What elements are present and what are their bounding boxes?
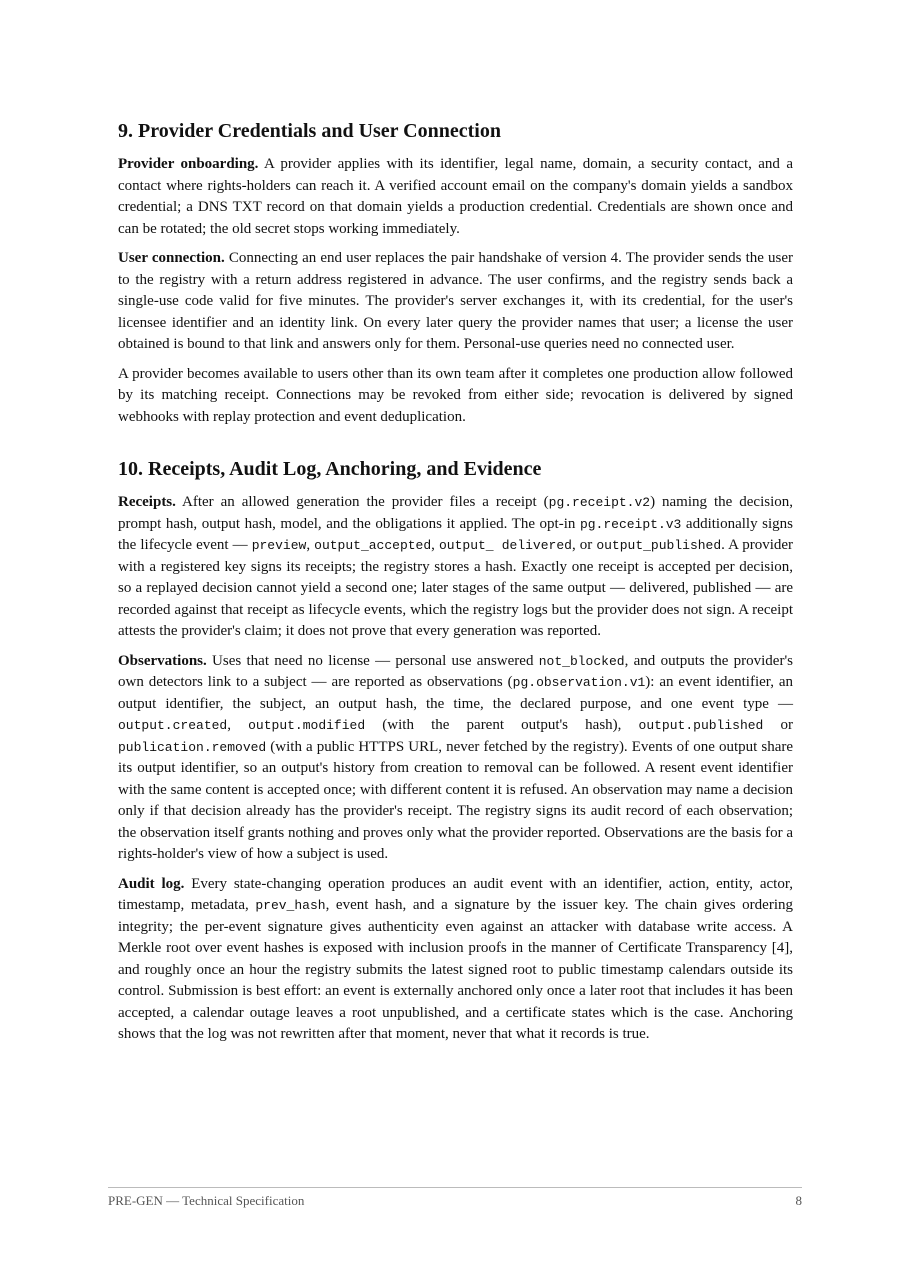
inline-code: output_accepted bbox=[314, 538, 432, 553]
page-content bbox=[118, 118, 793, 1054]
inline-code: output.modified bbox=[248, 718, 366, 733]
provider-onboarding-paragraph bbox=[118, 154, 793, 240]
user-connection-text: Connecting an end user replaces the pair handshake of version 4. The provider sends the user to the registry with a return address registered in advance. The user confirms, and the registry sends back a single-use code valid for five minutes. The provider's server exchanges it, with its credential, for the user's licensee identifier and an identity link. On every later query the provider names that user; a license the user obtained is bound to that link and answers only for them. Personal-use queries need no connected user. bbox=[118, 250, 793, 352]
receipts-text: . A provider with a registered key signs its receipts; the registry stores a hash. Exactly one receipt is accepted per decision, so a replayed decision cannot yield a second one; later stages of the same output — delivered, published — are recorded against that receipt as lifecycle events, which the registry logs but the provider does not sign. A receipt attests the provider's claim; it does not prove that every generation was reported. bbox=[118, 537, 794, 639]
receipts-text: , bbox=[431, 537, 439, 553]
user-connection-paragraph bbox=[118, 248, 793, 356]
observations-text: (with a public HTTPS URL, never fetched by the registry). Events of one output share its output identifier, so an output's history from creation to removal can be followed. A resent event identifier with the same content is accepted once; with different content it is refused. An observation may name a decision only if that decision already has the provider's receipt. The registry signs its audit record of each observation; the observation itself grants nothing and proves only what the provider reported. Observations are the basis for a rights-holder's view of how a subject is used. bbox=[118, 738, 793, 862]
observations-lead: Observations. bbox=[118, 652, 207, 669]
audit-log-paragraph bbox=[118, 874, 793, 1046]
observations-text: (with the parent output's hash), bbox=[365, 717, 639, 733]
inline-code: pg.receipt.v3 bbox=[579, 516, 682, 532]
observations-text: , and outputs the provider's own detectors link to a subject — are reported as observations ( bbox=[118, 652, 793, 690]
inline-code: preview bbox=[251, 538, 307, 553]
inline-code: not_blocked bbox=[538, 653, 625, 669]
receipts-text: , bbox=[306, 537, 315, 553]
receipts-lead: Receipts. bbox=[118, 494, 176, 510]
user-connection-lead: User connection. bbox=[118, 250, 225, 266]
observations-paragraph bbox=[118, 651, 793, 866]
observations-text: , bbox=[227, 717, 249, 733]
provider-onboarding-lead: Provider onboarding. bbox=[118, 156, 259, 172]
page-footer bbox=[108, 1187, 802, 1209]
footer-page-number: 8 bbox=[795, 1193, 802, 1208]
receipts-text: additionally signs the lifecycle event — bbox=[118, 515, 793, 553]
inline-code: output.published bbox=[638, 718, 764, 733]
receipts-text: , or bbox=[571, 537, 597, 553]
inline-code: prev_hash bbox=[255, 898, 326, 913]
section-10-heading: 10. Receipts, Audit Log, Anchoring, and Evidence bbox=[118, 458, 542, 480]
inline-code: output.created bbox=[118, 718, 228, 733]
provider-onboarding-text: A provider applies with its identifier, legal name, domain, a security contact, and a contact where rights-holders can reach it. A verified account email on the company's domain yields a sandbox credential; a DNS TXT record on that domain yields a production credential. Credentials are shown once and can be rotated; the old secret stops working immediately. bbox=[118, 156, 793, 237]
inline-code: output_ delivered bbox=[439, 538, 572, 553]
audit-log-lead: Audit log. bbox=[118, 875, 185, 892]
receipts-paragraph bbox=[118, 492, 793, 643]
inline-code: output_published bbox=[596, 538, 722, 553]
inline-code: pg.observation.v1 bbox=[512, 675, 646, 690]
section-9-heading: 9. Provider Credentials and User Connection bbox=[118, 120, 501, 142]
footer-document-title: PRE-GEN — Technical Specification bbox=[108, 1193, 305, 1208]
observations-text: ): an event identifier, an output identifier, the subject, an output hash, the time, the declared purpose, and one event type — bbox=[118, 674, 793, 712]
receipts-text: After an allowed generation the provider files a receipt ( bbox=[175, 494, 549, 510]
audit-log-text: Every state-changing operation produces an audit event with an identifier, action, entity, actor, timestamp, metadata, bbox=[118, 875, 793, 913]
receipts-text: ) naming the decision, prompt hash, output hash, model, and the obligations it applied. The opt-in bbox=[118, 494, 793, 532]
inline-code: publication.removed bbox=[118, 739, 267, 755]
observations-text: Uses that need no license — personal use answered bbox=[206, 652, 539, 669]
provider-availability-paragraph: A provider becomes available to users other than its own team after it completes one production allow followed by its matching receipt. Connections may be revoked from either side; revocation is delivered by signed webhooks with replay protection and event deduplication. bbox=[118, 365, 793, 425]
inline-code: pg.receipt.v2 bbox=[548, 495, 651, 510]
audit-log-text: , event hash, and a signature by the issuer key. The chain gives ordering integrity; the per-event signature gives authenticity even against an attacker with database write access. A Merkle root over event hashes is exposed with inclusion proofs in the manner of Certificate Transparency [4], and roughly once an hour the registry submits the latest signed root to public timestamp calendars outside its control. Submission is best effort: an event is externally anchored only once a later root that includes it has been accepted, a calendar outage leaves a root unpublished, and a certificate states which is the case. Anchoring shows that the log was not rewritten after that moment, never that what it records is true. bbox=[118, 897, 793, 1042]
observations-text: or bbox=[763, 717, 793, 733]
